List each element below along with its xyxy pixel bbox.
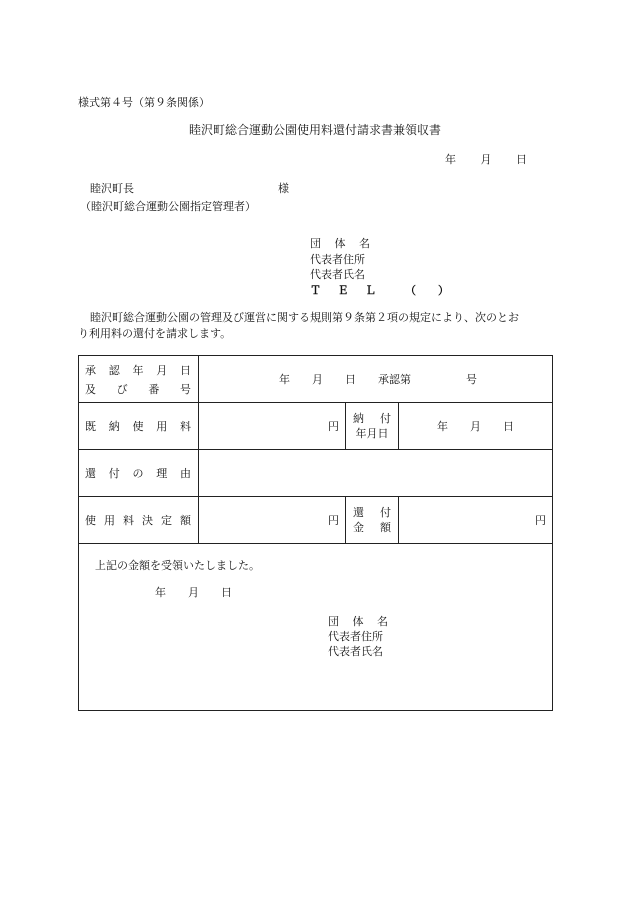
receipt-representative-label: 代表者氏名 — [328, 645, 383, 658]
decided-fee-label: 使 用 料 決 定 額 — [79, 497, 199, 544]
approval-label: 承 認 年 月 日 及 び 番 号 — [79, 356, 199, 403]
paid-fee-row — [79, 403, 553, 450]
receipt-text: 上記の金額を受領いたしました。 — [95, 559, 260, 572]
receipt-address-label: 代表者住所 — [328, 630, 383, 643]
refund-table — [78, 355, 553, 711]
refund-reason-row — [79, 450, 553, 497]
applicant-tel-label: Ｔ Ｅ Ｌ — [310, 284, 376, 297]
payment-date-value[interactable]: 年 月 日 — [399, 403, 553, 450]
addressee-manager: （睦沢町総合運動公園指定管理者） — [80, 200, 256, 213]
applicant-org-name-label: 団 体 名 — [310, 237, 370, 250]
form-number: 様式第４号（第９条関係） — [78, 96, 210, 109]
addressee-mayor: 睦沢町長 — [90, 182, 134, 195]
body-text-line2: り利用料の還付を請求します。 — [78, 327, 232, 340]
receipt-org-name-label: 団 体 名 — [328, 615, 388, 628]
body-text-line1: 睦沢町総合運動公園の管理及び運営に関する規則第９条第２項の規定により、次のとお — [90, 311, 519, 324]
addressee-honorific: 様 — [278, 182, 289, 195]
refund-reason-label: 還 付 の 理 由 — [79, 450, 199, 497]
applicant-address-label: 代表者住所 — [310, 253, 365, 266]
paid-fee-label: 既 納 使 用 料 — [79, 403, 199, 450]
payment-date-label: 納 付 年月日 — [346, 403, 399, 450]
receipt-date[interactable]: 年 月 日 — [155, 586, 232, 599]
approval-value[interactable]: 年 月 日 承認第 号 — [199, 356, 553, 403]
decided-fee-row — [79, 497, 553, 544]
refund-amount-value[interactable]: 円 — [399, 497, 553, 544]
refund-reason-value[interactable] — [199, 450, 553, 497]
decided-fee-amount[interactable]: 円 — [199, 497, 346, 544]
paid-fee-amount[interactable]: 円 — [199, 403, 346, 450]
receipt-row — [79, 544, 553, 711]
date-line: 年 月 日 — [445, 153, 527, 166]
applicant-representative-label: 代表者氏名 — [310, 268, 365, 281]
receipt-section — [79, 544, 553, 711]
applicant-tel-paren: （ ） — [405, 284, 449, 297]
approval-row — [79, 356, 553, 403]
refund-amount-label: 還 付 金 額 — [346, 497, 399, 544]
form-title: 睦沢町総合運動公園使用料還付請求書兼領収書 — [188, 123, 441, 137]
